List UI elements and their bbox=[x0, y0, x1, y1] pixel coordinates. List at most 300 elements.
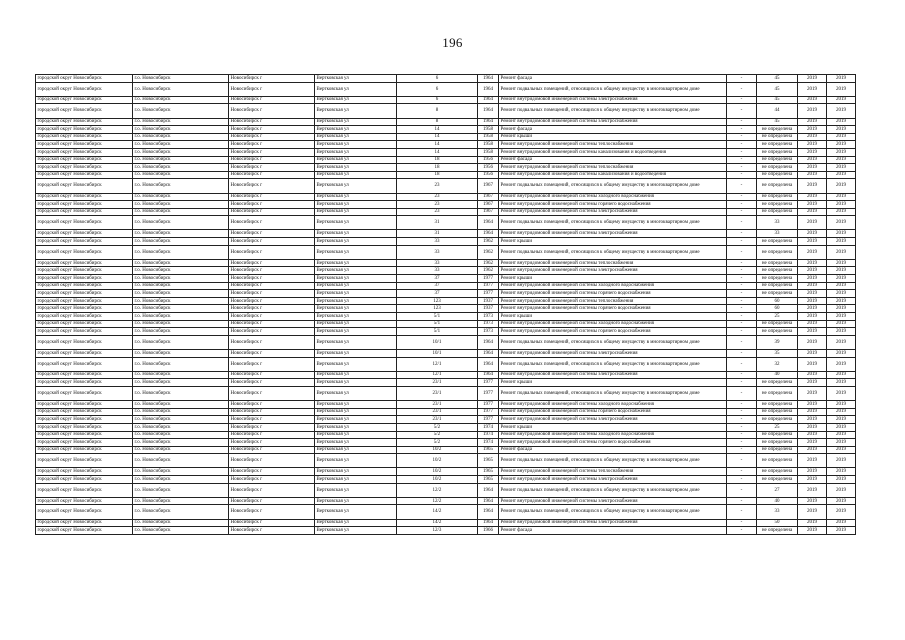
cell-okrug: городской округ Новосибирск bbox=[36, 238, 133, 246]
cell-work: Ремонт внутридомовой инженерной системы электроснабжения bbox=[499, 267, 727, 275]
cell-city: Новосибирск г bbox=[229, 201, 315, 209]
cell-work: Ремонт внутридомовой инженерной системы холодного водоснабжения bbox=[499, 431, 727, 439]
cell-year-end: 2019 bbox=[827, 439, 856, 447]
cell-work: Ремонт внутридомовой инженерной системы горячего водоснабжения bbox=[499, 290, 727, 298]
cell-okrug: городской округ Новосибирск bbox=[36, 164, 133, 172]
cell-cost: 45 bbox=[757, 75, 798, 83]
cell-work: Ремонт крыши bbox=[499, 423, 727, 431]
cell-city: Новосибирск г bbox=[229, 96, 315, 104]
cell-dash: - bbox=[727, 75, 757, 83]
cell-dash: - bbox=[727, 208, 757, 216]
cell-dash: - bbox=[727, 371, 757, 379]
cell-street: Вертковская ул bbox=[315, 238, 397, 246]
cell-cost: не определена bbox=[757, 379, 798, 387]
cell-dash: - bbox=[727, 201, 757, 209]
cell-house: 12/2 bbox=[397, 497, 478, 505]
cell-cost: 40 bbox=[757, 371, 798, 379]
table-body bbox=[36, 75, 856, 535]
cell-work: Ремонт фасада bbox=[499, 527, 727, 535]
cell-house: 5/2 bbox=[397, 423, 478, 431]
cell-go: г.о. Новосибирск bbox=[133, 468, 229, 476]
cell-year-end: 2019 bbox=[827, 305, 856, 313]
cell-cost: 44 bbox=[757, 104, 798, 118]
cell-work: Ремонт крыши bbox=[499, 313, 727, 321]
cell-dash: - bbox=[727, 335, 757, 349]
cell-city: Новосибирск г bbox=[229, 313, 315, 321]
cell-street: Вертковская ул bbox=[315, 505, 397, 519]
table-row bbox=[36, 156, 856, 164]
cell-house: 12/3 bbox=[397, 527, 478, 535]
cell-city: Новосибирск г bbox=[229, 148, 315, 156]
cell-okrug: городской округ Новосибирск bbox=[36, 282, 133, 290]
cell-go: г.о. Новосибирск bbox=[133, 179, 229, 193]
cell-go: г.о. Новосибирск bbox=[133, 75, 229, 83]
table-row bbox=[36, 290, 856, 298]
cell-dash: - bbox=[727, 156, 757, 164]
cell-year-start: 2019 bbox=[798, 527, 827, 535]
cell-house: 5/1 bbox=[397, 328, 478, 336]
cell-okrug: городской округ Новосибирск bbox=[36, 401, 133, 409]
cell-year-end: 2019 bbox=[827, 193, 856, 201]
cell-okrug: городской округ Новосибирск bbox=[36, 104, 133, 118]
cell-street: Вертковская ул bbox=[315, 230, 397, 238]
cell-go: г.о. Новосибирск bbox=[133, 141, 229, 149]
cell-year-start: 2019 bbox=[798, 416, 827, 424]
cell-house: 6 bbox=[397, 75, 478, 83]
cell-dash: - bbox=[727, 386, 757, 400]
cell-dash: - bbox=[727, 423, 757, 431]
cell-city: Новосибирск г bbox=[229, 483, 315, 497]
cell-cost: не определена bbox=[757, 164, 798, 172]
cell-street: Вертковская ул bbox=[315, 320, 397, 328]
cell-house: 37 bbox=[397, 282, 478, 290]
cell-year-start: 2019 bbox=[798, 179, 827, 193]
cell-okrug: городской округ Новосибирск bbox=[36, 148, 133, 156]
cell-cost: 60 bbox=[757, 305, 798, 313]
cell-dash: - bbox=[727, 179, 757, 193]
cell-city: Новосибирск г bbox=[229, 349, 315, 357]
cell-house: 33 bbox=[397, 238, 478, 246]
cell-cost: 33 bbox=[757, 216, 798, 230]
cell-dash: - bbox=[727, 82, 757, 96]
cell-cost: не определена bbox=[757, 148, 798, 156]
cell-cost: не определена bbox=[757, 446, 798, 454]
cell-house: 10/2 bbox=[397, 468, 478, 476]
cell-cost: не определена bbox=[757, 156, 798, 164]
cell-year: 1964 bbox=[478, 82, 499, 96]
table-row bbox=[36, 476, 856, 484]
cell-dash: - bbox=[727, 519, 757, 527]
cell-year: 1956 bbox=[478, 171, 499, 179]
cell-cost: не определена bbox=[757, 476, 798, 484]
cell-house: 18 bbox=[397, 164, 478, 172]
cell-dash: - bbox=[727, 313, 757, 321]
cell-city: Новосибирск г bbox=[229, 238, 315, 246]
cell-dash: - bbox=[727, 267, 757, 275]
cell-go: г.о. Новосибирск bbox=[133, 245, 229, 259]
cell-year-start: 2019 bbox=[798, 126, 827, 134]
cell-work: Ремонт подвальных помещений, относящихся к общему имуществу в многоквартирном доме bbox=[499, 245, 727, 259]
cell-city: Новосибирск г bbox=[229, 416, 315, 424]
cell-okrug: городской округ Новосибирск bbox=[36, 335, 133, 349]
cell-street: Вертковская ул bbox=[315, 305, 397, 313]
cell-okrug: городской округ Новосибирск bbox=[36, 476, 133, 484]
cell-year-end: 2019 bbox=[827, 216, 856, 230]
cell-dash: - bbox=[727, 454, 757, 468]
cell-okrug: городской округ Новосибирск bbox=[36, 82, 133, 96]
cell-year-end: 2019 bbox=[827, 148, 856, 156]
cell-street: Вертковская ул bbox=[315, 208, 397, 216]
cell-street: Вертковская ул bbox=[315, 118, 397, 126]
cell-year: 1977 bbox=[478, 282, 499, 290]
cell-city: Новосибирск г bbox=[229, 230, 315, 238]
cell-go: г.о. Новосибирск bbox=[133, 423, 229, 431]
table-row bbox=[36, 431, 856, 439]
cell-house: 23 bbox=[397, 208, 478, 216]
cell-year: 1965 bbox=[478, 454, 499, 468]
cell-cost: не определена bbox=[757, 267, 798, 275]
cell-year-start: 2019 bbox=[798, 275, 827, 283]
cell-work: Ремонт крыши bbox=[499, 238, 727, 246]
cell-street: Вертковская ул bbox=[315, 386, 397, 400]
table-row bbox=[36, 423, 856, 431]
cell-go: г.о. Новосибирск bbox=[133, 133, 229, 141]
cell-year-start: 2019 bbox=[798, 164, 827, 172]
cell-year-start: 2019 bbox=[798, 216, 827, 230]
cell-year-end: 2019 bbox=[827, 259, 856, 267]
cell-go: г.о. Новосибирск bbox=[133, 216, 229, 230]
cell-year: 1967 bbox=[478, 201, 499, 209]
table-row bbox=[36, 96, 856, 104]
cell-okrug: городской округ Новосибирск bbox=[36, 193, 133, 201]
cell-year-end: 2019 bbox=[827, 96, 856, 104]
cell-cost: не определена bbox=[757, 290, 798, 298]
cell-year-end: 2019 bbox=[827, 126, 856, 134]
cell-work: Ремонт внутридомовой инженерной системы канализования и водоотведения bbox=[499, 171, 727, 179]
cell-city: Новосибирск г bbox=[229, 141, 315, 149]
cell-work: Ремонт подвальных помещений, относящихся к общему имуществу в многоквартирном доме bbox=[499, 483, 727, 497]
cell-year-end: 2019 bbox=[827, 335, 856, 349]
cell-year-start: 2019 bbox=[798, 313, 827, 321]
cell-year-end: 2019 bbox=[827, 519, 856, 527]
cell-year-start: 2019 bbox=[798, 439, 827, 447]
cell-street: Вертковская ул bbox=[315, 497, 397, 505]
cell-go: г.о. Новосибирск bbox=[133, 416, 229, 424]
cell-house: 14 bbox=[397, 141, 478, 149]
cell-house: 37 bbox=[397, 290, 478, 298]
cell-year-end: 2019 bbox=[827, 245, 856, 259]
cell-house: 23/1 bbox=[397, 379, 478, 387]
cell-dash: - bbox=[727, 275, 757, 283]
cell-city: Новосибирск г bbox=[229, 401, 315, 409]
cell-year: 1964 bbox=[478, 335, 499, 349]
cell-city: Новосибирск г bbox=[229, 357, 315, 371]
cell-year: 1937 bbox=[478, 297, 499, 305]
cell-house: 5/1 bbox=[397, 320, 478, 328]
cell-year-start: 2019 bbox=[798, 208, 827, 216]
table-row bbox=[36, 505, 856, 519]
cell-year: 1956 bbox=[478, 156, 499, 164]
cell-street: Вертковская ул bbox=[315, 446, 397, 454]
cell-work: Ремонт подвальных помещений, относящихся к общему имуществу в многоквартирном доме bbox=[499, 386, 727, 400]
cell-dash: - bbox=[727, 96, 757, 104]
cell-okrug: городской округ Новосибирск bbox=[36, 349, 133, 357]
cell-year: 1937 bbox=[478, 305, 499, 313]
cell-okrug: городской округ Новосибирск bbox=[36, 505, 133, 519]
cell-year: 1964 bbox=[478, 104, 499, 118]
cell-go: г.о. Новосибирск bbox=[133, 439, 229, 447]
table-row bbox=[36, 141, 856, 149]
cell-year: 1977 bbox=[478, 401, 499, 409]
cell-year-start: 2019 bbox=[798, 267, 827, 275]
cell-cost: 45 bbox=[757, 96, 798, 104]
cell-cost: не определена bbox=[757, 431, 798, 439]
cell-dash: - bbox=[727, 171, 757, 179]
cell-cost: 25 bbox=[757, 313, 798, 321]
cell-year: 1966 bbox=[478, 527, 499, 535]
cell-cost: не определена bbox=[757, 171, 798, 179]
cell-city: Новосибирск г bbox=[229, 408, 315, 416]
cell-cost: 45 bbox=[757, 118, 798, 126]
cell-city: Новосибирск г bbox=[229, 156, 315, 164]
cell-street: Вертковская ул bbox=[315, 297, 397, 305]
cell-go: г.о. Новосибирск bbox=[133, 454, 229, 468]
cell-go: г.о. Новосибирск bbox=[133, 320, 229, 328]
table-row bbox=[36, 164, 856, 172]
cell-dash: - bbox=[727, 446, 757, 454]
cell-street: Вертковская ул bbox=[315, 349, 397, 357]
cell-year: 1958 bbox=[478, 148, 499, 156]
cell-street: Вертковская ул bbox=[315, 148, 397, 156]
cell-year-start: 2019 bbox=[798, 282, 827, 290]
cell-city: Новосибирск г bbox=[229, 454, 315, 468]
cell-cost: не определена bbox=[757, 245, 798, 259]
cell-go: г.о. Новосибирск bbox=[133, 505, 229, 519]
cell-okrug: городской округ Новосибирск bbox=[36, 379, 133, 387]
cell-okrug: городской округ Новосибирск bbox=[36, 519, 133, 527]
cell-year-start: 2019 bbox=[798, 446, 827, 454]
cell-work: Ремонт внутридомовой инженерной системы холодного водоснабжения bbox=[499, 193, 727, 201]
cell-go: г.о. Новосибирск bbox=[133, 230, 229, 238]
cell-cost: не определена bbox=[757, 201, 798, 209]
cell-dash: - bbox=[727, 297, 757, 305]
cell-year: 1964 bbox=[478, 349, 499, 357]
cell-go: г.о. Новосибирск bbox=[133, 297, 229, 305]
cell-dash: - bbox=[727, 439, 757, 447]
cell-city: Новосибирск г bbox=[229, 335, 315, 349]
table-row bbox=[36, 408, 856, 416]
cell-dash: - bbox=[727, 416, 757, 424]
cell-year-start: 2019 bbox=[798, 320, 827, 328]
cell-house: 12/1 bbox=[397, 357, 478, 371]
cell-street: Вертковская ул bbox=[315, 439, 397, 447]
cell-year-end: 2019 bbox=[827, 476, 856, 484]
cell-go: г.о. Новосибирск bbox=[133, 431, 229, 439]
cell-year-end: 2019 bbox=[827, 238, 856, 246]
cell-house: 33 bbox=[397, 245, 478, 259]
cell-year-end: 2019 bbox=[827, 313, 856, 321]
cell-year-start: 2019 bbox=[798, 82, 827, 96]
cell-go: г.о. Новосибирск bbox=[133, 201, 229, 209]
cell-work: Ремонт внутридомовой инженерной системы электроснабжения bbox=[499, 118, 727, 126]
table-row bbox=[36, 320, 856, 328]
cell-work: Ремонт фасада bbox=[499, 75, 727, 83]
cell-year-end: 2019 bbox=[827, 82, 856, 96]
cell-year: 1965 bbox=[478, 446, 499, 454]
cell-work: Ремонт внутридомовой инженерной системы электроснабжения bbox=[499, 230, 727, 238]
cell-okrug: городской округ Новосибирск bbox=[36, 439, 133, 447]
table-row bbox=[36, 82, 856, 96]
cell-year-start: 2019 bbox=[798, 468, 827, 476]
table-row bbox=[36, 497, 856, 505]
cell-go: г.о. Новосибирск bbox=[133, 357, 229, 371]
cell-year-start: 2019 bbox=[798, 454, 827, 468]
cell-okrug: городской округ Новосибирск bbox=[36, 408, 133, 416]
cell-cost: 35 bbox=[757, 349, 798, 357]
cell-year-start: 2019 bbox=[798, 305, 827, 313]
table-row bbox=[36, 416, 856, 424]
cell-year: 1962 bbox=[478, 267, 499, 275]
cell-street: Вертковская ул bbox=[315, 335, 397, 349]
cell-work: Ремонт подвальных помещений, относящихся к общему имуществу в многоквартирном доме bbox=[499, 82, 727, 96]
table-row bbox=[36, 483, 856, 497]
cell-cost: не определена bbox=[757, 275, 798, 283]
cell-street: Вертковская ул bbox=[315, 313, 397, 321]
cell-year-end: 2019 bbox=[827, 497, 856, 505]
cell-year-end: 2019 bbox=[827, 282, 856, 290]
cell-cost: 33 bbox=[757, 505, 798, 519]
cell-year: 1964 bbox=[478, 75, 499, 83]
cell-city: Новосибирск г bbox=[229, 386, 315, 400]
cell-year-end: 2019 bbox=[827, 431, 856, 439]
cell-year: 1964 bbox=[478, 216, 499, 230]
cell-street: Вертковская ул bbox=[315, 454, 397, 468]
cell-street: Вертковская ул bbox=[315, 371, 397, 379]
cell-city: Новосибирск г bbox=[229, 476, 315, 484]
table-row bbox=[36, 208, 856, 216]
table-row bbox=[36, 305, 856, 313]
cell-city: Новосибирск г bbox=[229, 431, 315, 439]
cell-dash: - bbox=[727, 408, 757, 416]
table-row bbox=[36, 179, 856, 193]
cell-year-start: 2019 bbox=[798, 96, 827, 104]
cell-street: Вертковская ул bbox=[315, 171, 397, 179]
cell-street: Вертковская ул bbox=[315, 201, 397, 209]
cell-year: 1977 bbox=[478, 416, 499, 424]
cell-house: 23/1 bbox=[397, 401, 478, 409]
cell-city: Новосибирск г bbox=[229, 282, 315, 290]
cell-okrug: городской округ Новосибирск bbox=[36, 133, 133, 141]
cell-okrug: городской округ Новосибирск bbox=[36, 423, 133, 431]
cell-okrug: городской округ Новосибирск bbox=[36, 305, 133, 313]
cell-work: Ремонт внутридомовой инженерной системы теплоснабжения bbox=[499, 259, 727, 267]
cell-street: Вертковская ул bbox=[315, 431, 397, 439]
cell-year: 1967 bbox=[478, 193, 499, 201]
cell-street: Вертковская ул bbox=[315, 164, 397, 172]
cell-house: 14 bbox=[397, 126, 478, 134]
cell-year-start: 2019 bbox=[798, 335, 827, 349]
cell-year-end: 2019 bbox=[827, 446, 856, 454]
cell-okrug: городской округ Новосибирск bbox=[36, 230, 133, 238]
cell-year: 1962 bbox=[478, 238, 499, 246]
cell-year-end: 2019 bbox=[827, 75, 856, 83]
cell-cost: не определена bbox=[757, 282, 798, 290]
cell-okrug: городской округ Новосибирск bbox=[36, 328, 133, 336]
table-row bbox=[36, 313, 856, 321]
cell-street: Вертковская ул bbox=[315, 267, 397, 275]
cell-year-start: 2019 bbox=[798, 476, 827, 484]
cell-street: Вертковская ул bbox=[315, 519, 397, 527]
cell-year-end: 2019 bbox=[827, 505, 856, 519]
cell-okrug: городской округ Новосибирск bbox=[36, 201, 133, 209]
cell-go: г.о. Новосибирск bbox=[133, 259, 229, 267]
cell-okrug: городской округ Новосибирск bbox=[36, 483, 133, 497]
cell-work: Ремонт внутридомовой инженерной системы холодного водоснабжения bbox=[499, 320, 727, 328]
cell-year-start: 2019 bbox=[798, 497, 827, 505]
cell-street: Вертковская ул bbox=[315, 126, 397, 134]
cell-year: 1967 bbox=[478, 208, 499, 216]
cell-go: г.о. Новосибирск bbox=[133, 275, 229, 283]
cell-year-end: 2019 bbox=[827, 230, 856, 238]
cell-house: 23 bbox=[397, 193, 478, 201]
cell-city: Новосибирск г bbox=[229, 371, 315, 379]
cell-cost: 45 bbox=[757, 82, 798, 96]
cell-year: 1958 bbox=[478, 133, 499, 141]
cell-work: Ремонт внутридомовой инженерной системы горячего водоснабжения bbox=[499, 305, 727, 313]
cell-city: Новосибирск г bbox=[229, 118, 315, 126]
cell-okrug: городской округ Новосибирск bbox=[36, 118, 133, 126]
cell-year-start: 2019 bbox=[798, 328, 827, 336]
cell-city: Новосибирск г bbox=[229, 297, 315, 305]
cell-city: Новосибирск г bbox=[229, 497, 315, 505]
cell-year-start: 2019 bbox=[798, 290, 827, 298]
cell-year-start: 2019 bbox=[798, 104, 827, 118]
table-row bbox=[36, 201, 856, 209]
cell-year-end: 2019 bbox=[827, 290, 856, 298]
cell-okrug: городской округ Новосибирск bbox=[36, 357, 133, 371]
table-row bbox=[36, 468, 856, 476]
cell-cost: не определена bbox=[757, 439, 798, 447]
cell-street: Вертковская ул bbox=[315, 483, 397, 497]
cell-cost: не определена bbox=[757, 238, 798, 246]
cell-cost: не определена bbox=[757, 401, 798, 409]
cell-house: 5/2 bbox=[397, 431, 478, 439]
cell-house: 33 bbox=[397, 259, 478, 267]
table-row bbox=[36, 238, 856, 246]
cell-year-start: 2019 bbox=[798, 401, 827, 409]
cell-go: г.о. Новосибирск bbox=[133, 328, 229, 336]
cell-work: Ремонт подвальных помещений, относящихся к общему имуществу в многоквартирном доме bbox=[499, 335, 727, 349]
cell-go: г.о. Новосибирск bbox=[133, 171, 229, 179]
cell-cost: не определена bbox=[757, 133, 798, 141]
cell-go: г.о. Новосибирск bbox=[133, 401, 229, 409]
cell-city: Новосибирск г bbox=[229, 290, 315, 298]
cell-city: Новосибирск г bbox=[229, 505, 315, 519]
cell-year: 1967 bbox=[478, 179, 499, 193]
cell-dash: - bbox=[727, 476, 757, 484]
cell-city: Новосибирск г bbox=[229, 126, 315, 134]
cell-okrug: городской округ Новосибирск bbox=[36, 320, 133, 328]
cell-okrug: городской округ Новосибирск bbox=[36, 290, 133, 298]
cell-year-end: 2019 bbox=[827, 156, 856, 164]
cell-okrug: городской округ Новосибирск bbox=[36, 468, 133, 476]
cell-street: Вертковская ул bbox=[315, 133, 397, 141]
table-row bbox=[36, 245, 856, 259]
cell-city: Новосибирск г bbox=[229, 179, 315, 193]
cell-year-start: 2019 bbox=[798, 408, 827, 416]
cell-year: 1964 bbox=[478, 357, 499, 371]
cell-year-end: 2019 bbox=[827, 104, 856, 118]
